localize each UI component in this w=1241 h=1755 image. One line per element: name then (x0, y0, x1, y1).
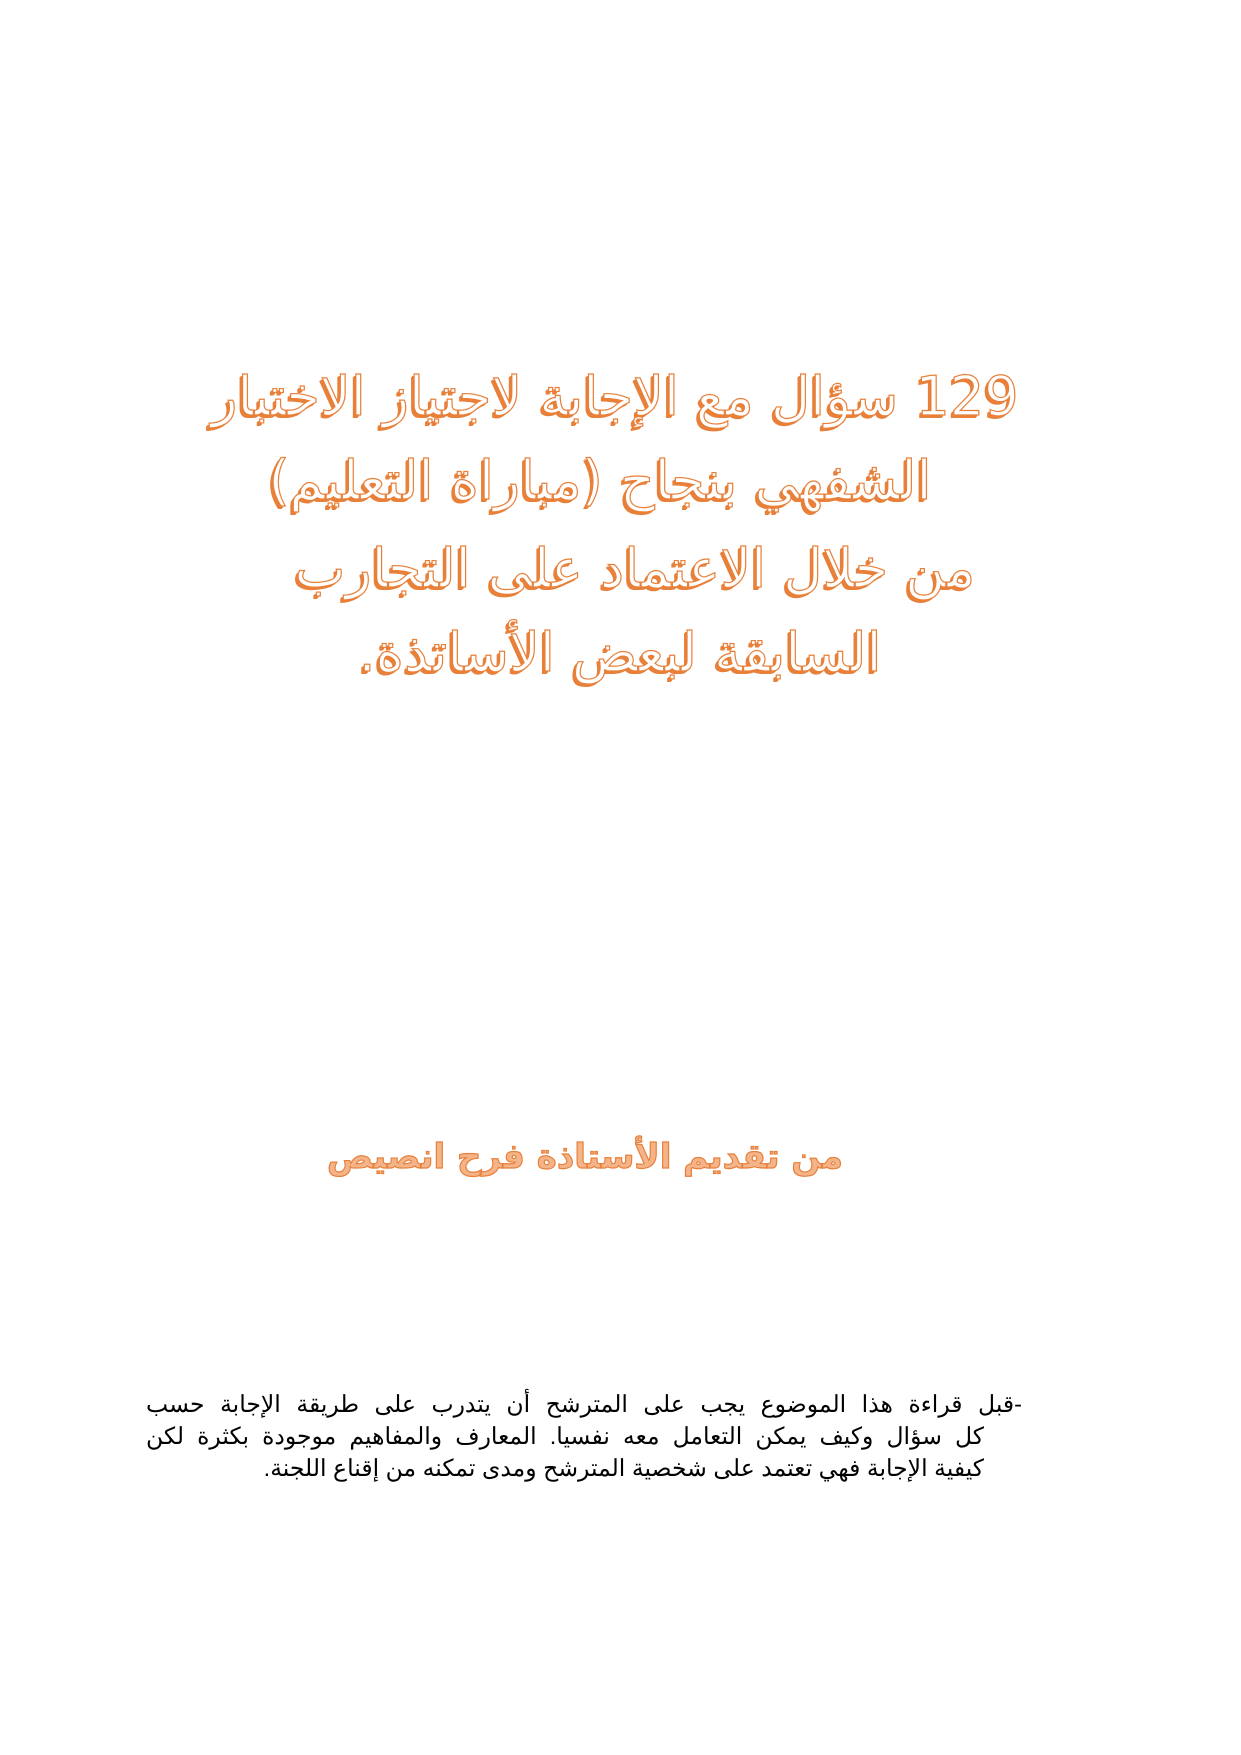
title-line-3: من خلال الاعتماد على التجارب (294, 537, 976, 600)
intro-paragraph (146, 1388, 1022, 1484)
title-line-1: 129 سؤال مع الإجابة لاجتياز الاختبار (211, 365, 1019, 428)
author-line: من تقديم الأستاذة فرح انصيص (327, 1137, 843, 1177)
intro-line-1: -قبل قراءة هذا الموضوع يجب على المترشح أن يتدرب على طريقة الإجابة حسب (146, 1391, 1022, 1417)
intro-line-2: كل سؤال وكيف يمكن التعامل معه نفسيا. المعارف والمفاهيم موجودة بكثرة لكن (146, 1423, 984, 1449)
intro-line-3: كيفية الإجابة فهي تعتمد على شخصية المترشح ومدى تمكنه من إقناع اللجنة. (263, 1455, 984, 1481)
title-line-2: الشفهي بنجاح (مباراة التعليم) (268, 449, 932, 512)
document-title (140, 355, 1100, 695)
title-line-4: السابقة لبعض الأساتذة. (358, 621, 882, 684)
